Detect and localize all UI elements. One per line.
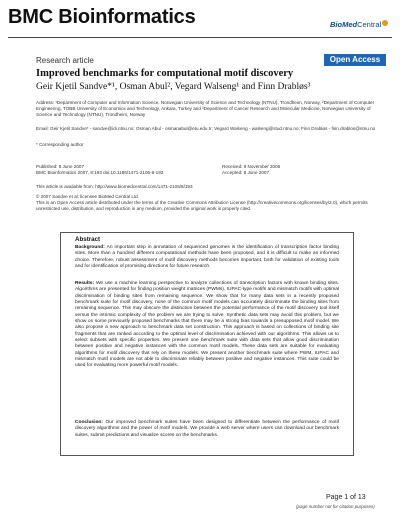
page-number: Page 1 of 13 [326, 494, 366, 501]
received-date: Received: 9 November 2006 [222, 164, 281, 169]
open-access-badge: Open Access [324, 54, 386, 66]
journal-title: BMC Bioinformatics [8, 6, 196, 28]
header-rule [8, 37, 392, 38]
background-label: Background: [75, 245, 105, 250]
page-number-note: (page number not for citation purposes) [296, 504, 375, 509]
citation: BMC Bioinformatics 2007, 8:193 doi:10.1186/1471-2105-8-193 [36, 170, 164, 175]
abstract-background [75, 245, 339, 270]
article-type: Research article [36, 56, 94, 65]
corresponding-author-note: * Corresponding author [36, 142, 84, 147]
accepted-date: Accepted: 8 June 2007 [222, 170, 269, 175]
affiliations: Address: ¹Department of Computer and Information Science, Norwegian University of Science and Technology (NTNU), Trondheim, Norway, ²Department of Computer Engineering, TOBB University of Economics and Technology, Ankara, Turkey and ³Department of Cancer Research and Molecular Medicine, Norwegian University of Science and Technology (NTNU), Trondheim, Norway [36, 100, 375, 117]
logo-sub-text: Central [357, 20, 382, 29]
conclusion-label: Conclusion: [75, 420, 103, 425]
published-date: Published: 8 June 2007 [36, 164, 85, 169]
biomed-central-logo [330, 14, 394, 28]
copyright-notice [36, 194, 376, 212]
publication-info [36, 164, 216, 176]
abstract-heading: Abstract [75, 236, 101, 243]
author-emails: Email: Geir Kjetil Sandve* - sandve@idi.ntnu.no; Osman Abul - osmanabul@etu.edu.tr; Vegard Walseng - walseng@stud.ntnu.no; Finn Drabløs - finn.drablos@ntnu.no [36, 126, 376, 131]
abstract-results [75, 281, 339, 370]
results-label: Results: [75, 281, 95, 286]
license-text: This is an Open Access article distributed under the terms of the Creative Commons Attribution License (http://creativecommons.org/licenses/by/2.0), which permits unrestricted use, distribution, and reproduction in any medium, provided the original work is properly cited. [36, 200, 368, 211]
paper-title: Improved benchmarks for computational motif discovery [36, 68, 294, 79]
author-list: Geir Kjetil Sandve*¹, Osman Abul², Vegard Walseng¹ and Finn Drabløs³ [36, 82, 311, 92]
copyright-line: © 2007 Sandve et al; licensee BioMed Central Ltd. [36, 194, 139, 199]
background-text: An important step in annotation of sequenced genomes is the identification of transcription factor binding sites. More than a hundred different computational methods have been proposed, and it is difficult to make an informed choice. Therefore, robust assessment of motif discovery methods becomes important, both for validation of existing tools and for identification of promising directions for future research. [75, 245, 339, 270]
results-text: We use a machine learning perspective to analyze collections of transcription factors with known binding sites. Algorithms are presented for finding position weight matrices (PWMs), IUPAC-type motifs and mismatch motifs with optimal discrimination of binding sites from remaining sequence. We show that for many data sets in a recently proposed benchmark suite for motif discovery, none of the common motif models can accurately discriminate the binding sites from remaining sequence. This may obscure the distinction between the potential performance of the motif discovery tool itself versus the intrinsic complexity of the problem we are trying to solve. Synthetic data sets may avoid this problem, but we show on some previously proposed benchmarks that there may be a strong bias towards a presupposed motif model. We also propose a new approach to benchmark data set construction. This approach is based on collections of binding site fragments that are ranked according to the optimal level of discrimination achieved with our algorithms. This allows us to select subsets with specific properties. We present one benchmark suite with data sets that allow good discrimination between positive and negative instances with the common motif models. These data sets are suitable for evaluating algorithms for motif discovery that rely on these models. We present another benchmark suite where PWM, IUPAC and mismatch motif models are not able to discriminate reliably between positive and negative instances. This suite could be used for evaluating more powerful motif models. [75, 281, 340, 369]
abstract-conclusion [75, 420, 339, 439]
conclusion-text: Our improved benchmark suites have been designed to differentiate between the performance of motif discovery algorithms and the power of motif models. We provide a web server where users can download our benchmark suites, submit predictions and visualize scores on the benchmarks. [75, 420, 339, 438]
review-dates [222, 164, 372, 176]
availability-link[interactable]: This article is available from: http://www.biomedcentral.com/1471-2105/8/193 [36, 184, 193, 189]
logo-main-text: BioMed [330, 20, 358, 29]
logo-dot-icon [382, 20, 388, 26]
